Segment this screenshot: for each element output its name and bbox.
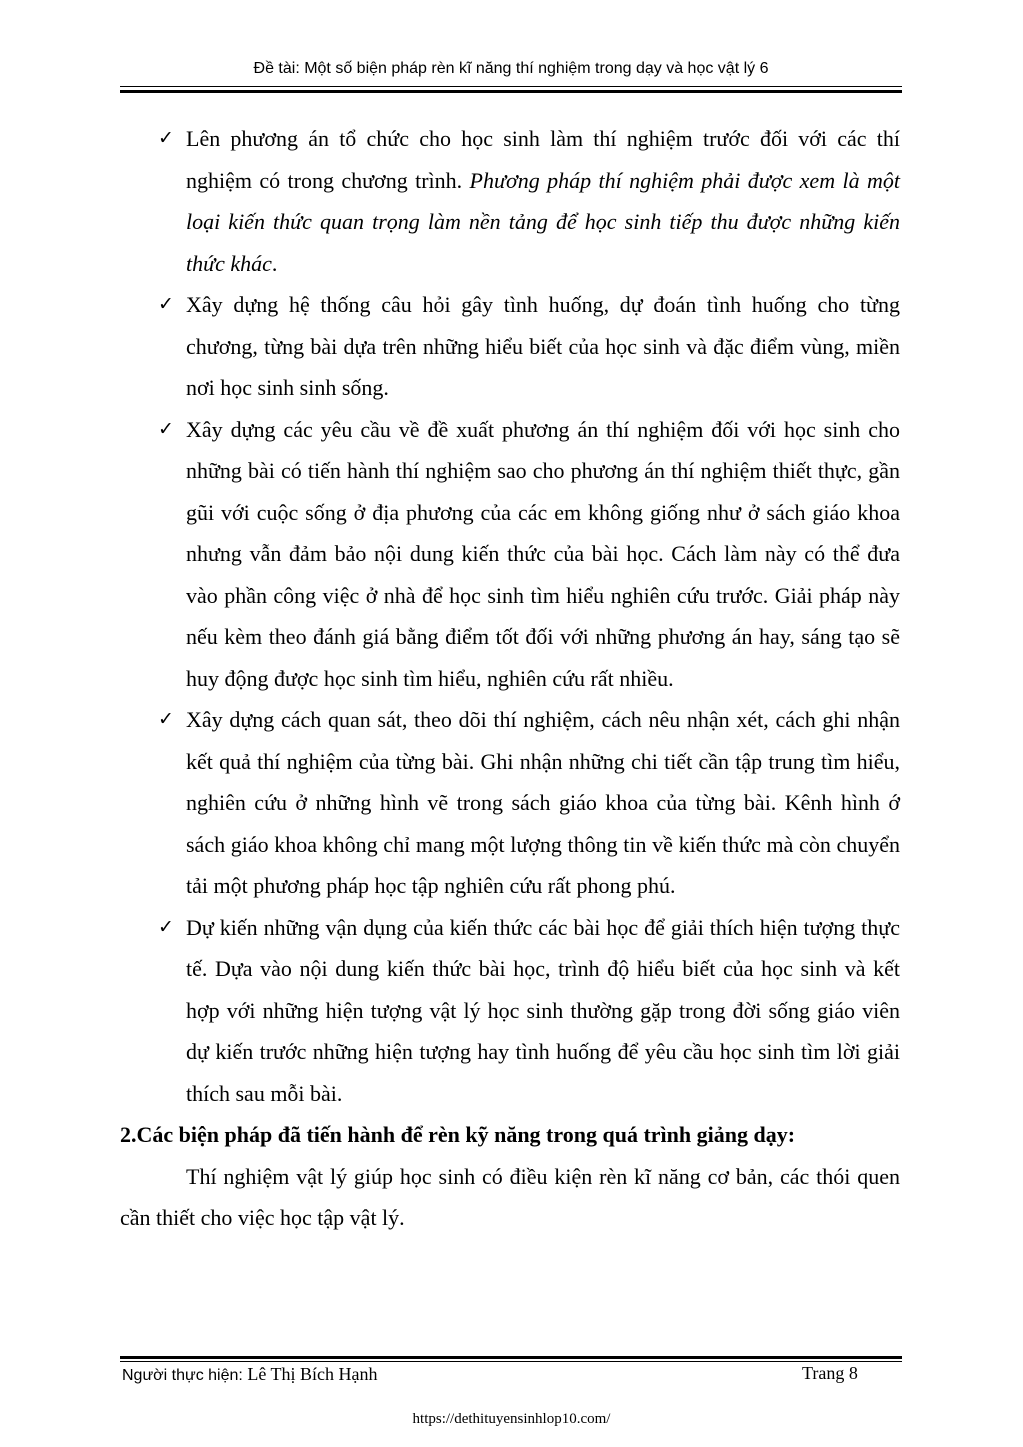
list-item [120, 284, 900, 409]
author-name: Lê Thị Bích Hạnh [242, 1364, 378, 1384]
bullet-text: Xây dựng hệ thống câu hỏi gây tình huống, dự đoán tình huống cho từng chương, từng bài dựa trên những hiểu biết của học sinh và đặc điểm vùng, miền nơi học sinh sinh sống. [186, 292, 900, 400]
bullet-text: Lên phương án tổ chức cho học sinh làm thí nghiệm trước đối với các thí nghiệm có trong chương trình. [186, 126, 900, 193]
header-rule-thin [120, 86, 902, 87]
header-title: : Một số biện pháp rèn kĩ năng thí nghiệm trong dạy và học vật lý 6 [295, 60, 769, 77]
footer-author [122, 1364, 378, 1385]
header-rule-thick [120, 90, 902, 93]
main-content [120, 118, 900, 1239]
list-item [120, 409, 900, 700]
bullet-text: Xây dựng các yêu cầu về đề xuất phương án thí nghiệm đối với học sinh cho những bài có tiến hành thí nghiệm sao cho phương án thí nghiệm thiết thực, gần gũi với cuộc sống ở địa phương của các em không giống như ở sách giáo khoa nhưng vẫn đảm bảo nội dung kiến thức của bài học. Cách làm này có thể đưa vào phần công việc ở nhà để học sinh tìm hiểu nghiên cứu trước. Giải pháp này nếu kèm theo đánh giá bằng điểm tốt đối với những phương án hay, sáng tạo sẽ huy động được học sinh tìm hiểu, nghiên cứu rất nhiều. [186, 416, 900, 691]
footer-rule-thick [120, 1356, 902, 1359]
list-item [120, 118, 900, 284]
checkmark-icon: ✓ [158, 127, 174, 149]
bullet-italic-text: Phương pháp thí nghiệm phải được xem là một loại kiến thức quan trọng làm nền tảng để học sinh tiếp thu được những kiến thức khác [186, 167, 900, 276]
checkmark-icon: ✓ [158, 708, 174, 730]
body-paragraph: Thí nghiệm vật lý giúp học sinh có điều kiện rèn kĩ năng cơ bản, các thói quen cần thiết cho việc học tập vật lý. [120, 1163, 900, 1230]
list-item [120, 699, 900, 907]
author-label: Người thực hiện: [122, 1367, 243, 1384]
source-url[interactable]: https://dethituyensinhlop10.com/ [412, 1411, 611, 1427]
bullet-text: Dự kiến những vận dụng của kiến thức các bài học để giải thích hiện tượng thực tế. Dựa vào nội dung kiến thức bài học, trình độ hiểu biết của học sinh và kết hợp với những hiện tượng vật lý học sinh thường gặp trong đời sống giáo viên dự kiến trước những hiện tượng hay tình huống để yêu cầu học sinh tìm lời giải thích sau mỗi bài. [186, 914, 900, 1106]
bullet-text: Xây dựng cách quan sát, theo dõi thí nghiệm, cách nêu nhận xét, cách ghi nhận kết quả thí nghiệm của từng bài. Ghi nhận những chi tiết cần tập trung tìm hiểu, nghiên cứu ở những hình vẽ trong sách giáo khoa của từng bài. Kênh hình ớ sách giáo khoa không chỉ mang một lượng thông tin về kiến thức mà còn chuyển tải một phương pháp học tập nghiên cứu rất phong phú. [186, 707, 900, 898]
checkmark-icon: ✓ [158, 293, 174, 315]
list-item [120, 907, 900, 1115]
section-heading: 2.Các biện pháp đã tiến hành để rèn kỹ năng trong quá trình giảng dạy: [120, 1122, 796, 1147]
footer-rule-thin [120, 1361, 902, 1362]
bullet-text-end: . [271, 250, 278, 276]
header-prefix: Đề tài [253, 60, 296, 77]
checkmark-icon: ✓ [158, 915, 174, 938]
page-number: Trang 8 [802, 1363, 858, 1383]
checkmark-icon: ✓ [158, 417, 174, 440]
page-header [120, 60, 902, 78]
